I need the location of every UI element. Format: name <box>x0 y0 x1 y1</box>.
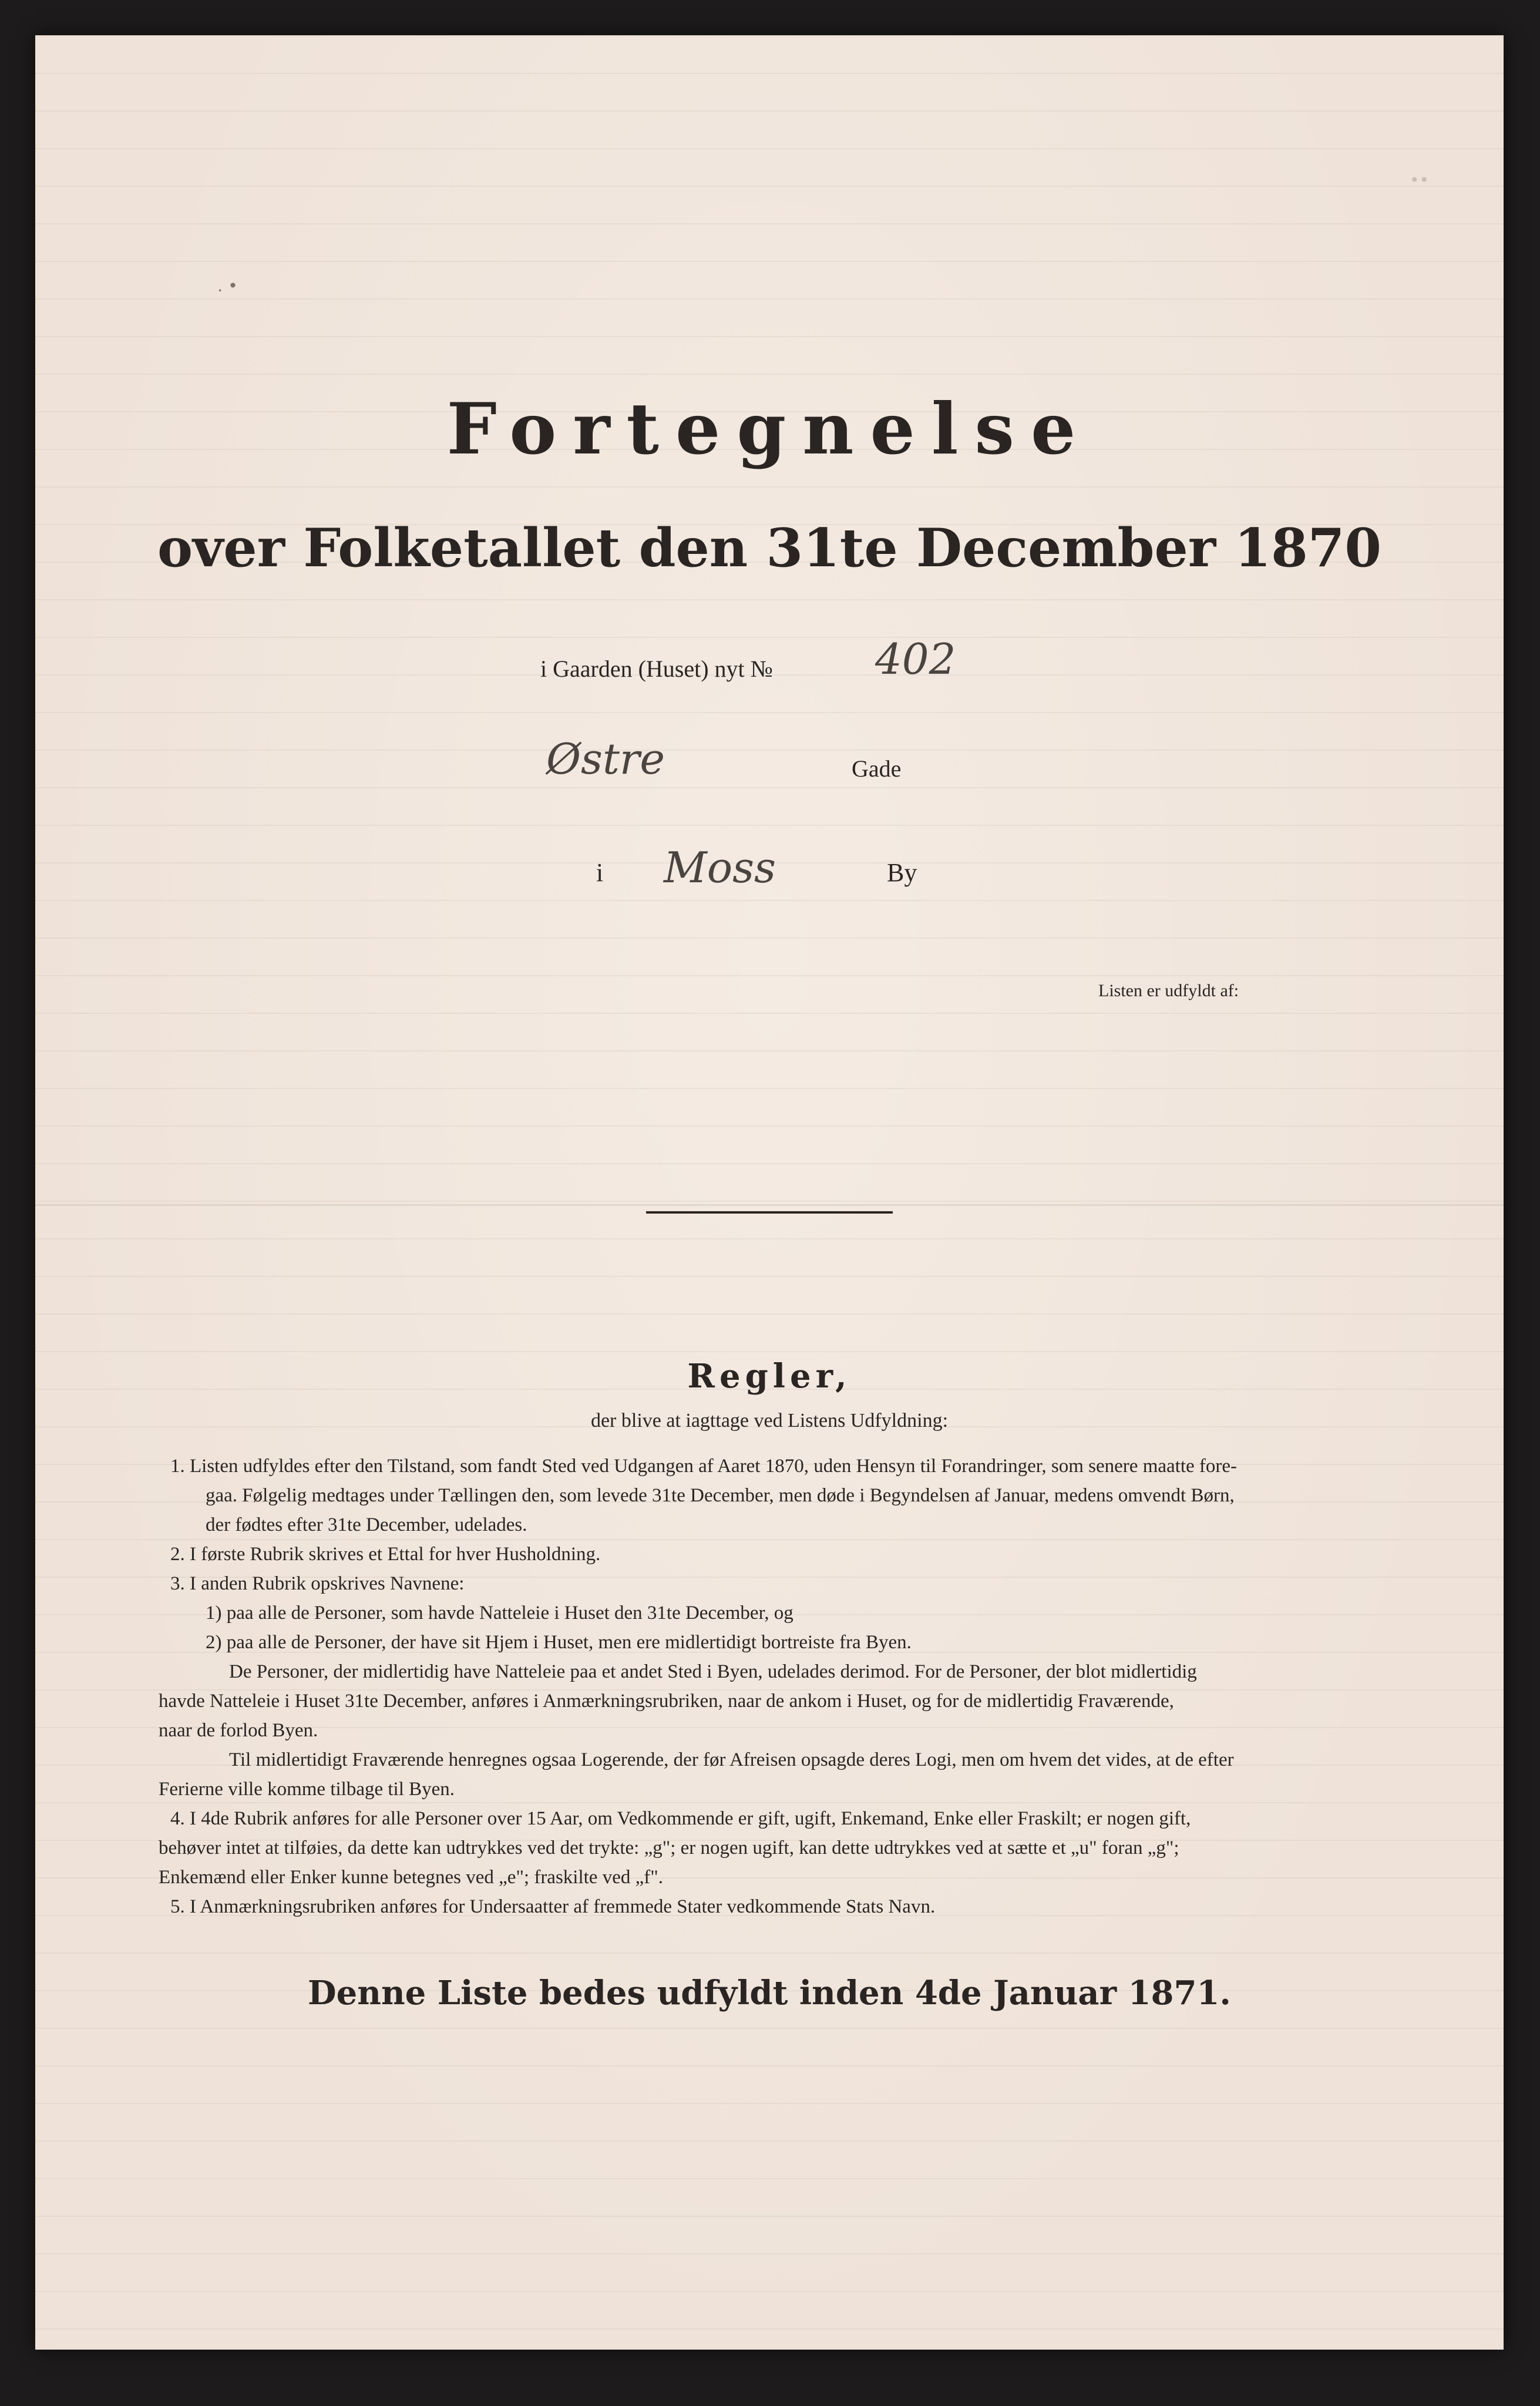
rules-heading: Regler, <box>687 1357 852 1396</box>
rule-line: 3. I anden Rubrik opskrives Navnene: <box>170 1573 465 1594</box>
rule-line: gaa. Følgelig medtages under Tællingen den, som levede 31te December, men døde i Begyndelsen af Januar, medens omvendt Børn, <box>206 1485 1235 1506</box>
rule-line: 1. Listen udfyldes efter den Tilstand, som fandt Sted ved Udgangen af Aaret 1870, uden Hensyn til Forandringer, som senere maatte fore- <box>170 1456 1237 1477</box>
rule-line: havde Natteleie i Huset 31te December, anføres i Anmærkningsrubriken, naar de ankom i Huset, og for de midlertidig Fraværende, <box>159 1691 1174 1712</box>
ink-speck: ․ • <box>217 276 238 295</box>
census-form-page <box>35 35 1504 2350</box>
farm-number-value: 402 <box>875 634 956 684</box>
city-name-value: Moss <box>664 843 776 892</box>
rule-line: 1) paa alle de Personer, som havde Natteleie i Huset den 31te December, og <box>206 1602 793 1624</box>
rule-line: 2. I første Rubrik skrives et Ettal for hver Husholdning. <box>170 1544 601 1565</box>
city-label: By <box>887 858 917 887</box>
faint-stamp-mark: •• <box>1410 170 1430 190</box>
rule-line: Til midlertidigt Fraværende henregnes ogsaa Logerende, der før Afreisen opsagde deres Logi, men om hvem det vides, at de efter <box>229 1749 1234 1770</box>
street-label: Gade <box>852 755 902 782</box>
form-title: Fortegnelse <box>446 388 1092 471</box>
rule-line: 5. I Anmærkningsrubriken anføres for Undersaatter af fremmede Stater vedkommende Stats Navn. <box>170 1896 936 1917</box>
rule-line: Enkemænd eller Enker kunne betegnes ved „e"; fraskilte ved „f". <box>159 1867 663 1888</box>
rule-line: 4. I 4de Rubrik anføres for alle Personer over 15 Aar, om Vedkommende er gift, ugift, Enkemand, Enke eller Fraskilt; er nogen gift, <box>170 1808 1191 1829</box>
form-subtitle: over Folketallet den 31te December 1870 <box>157 517 1381 579</box>
rule-line: der fødtes efter 31te December, udelades. <box>206 1514 527 1535</box>
paper-fold <box>35 1204 1504 1208</box>
rule-line: 2) paa alle de Personer, der have sit Hjem i Huset, men ere midlertidigt bortreiste fra Byen. <box>206 1632 912 1653</box>
street-name-value: Østre <box>546 734 665 784</box>
filled-by-label: Listen er udfyldt af: <box>1098 981 1239 1000</box>
rule-line: behøver intet at tilføies, da dette kan udtrykkes ved det trykte: „g"; er nogen ugift, kan dette udtrykkes ved at sætte et „u" foran „g"; <box>159 1837 1179 1859</box>
farm-number-label: i Gaarden (Huset) nyt № <box>540 656 773 682</box>
divider-rule <box>646 1211 893 1214</box>
deadline-notice: Denne Liste bedes udfyldt inden 4de Januar 1871. <box>308 1974 1231 2012</box>
rule-line: Ferierne ville komme tilbage til Byen. <box>159 1779 455 1800</box>
rule-line: naar de forlod Byen. <box>159 1720 318 1741</box>
city-prefix: i <box>596 858 604 887</box>
rules-intro: der blive at iagttage ved Listens Udfyldning: <box>590 1410 949 1431</box>
rule-line: De Personer, der midlertidig have Natteleie paa et andet Sted i Byen, udelades derimod. For de Personer, der blot midlertidig <box>229 1661 1197 1682</box>
